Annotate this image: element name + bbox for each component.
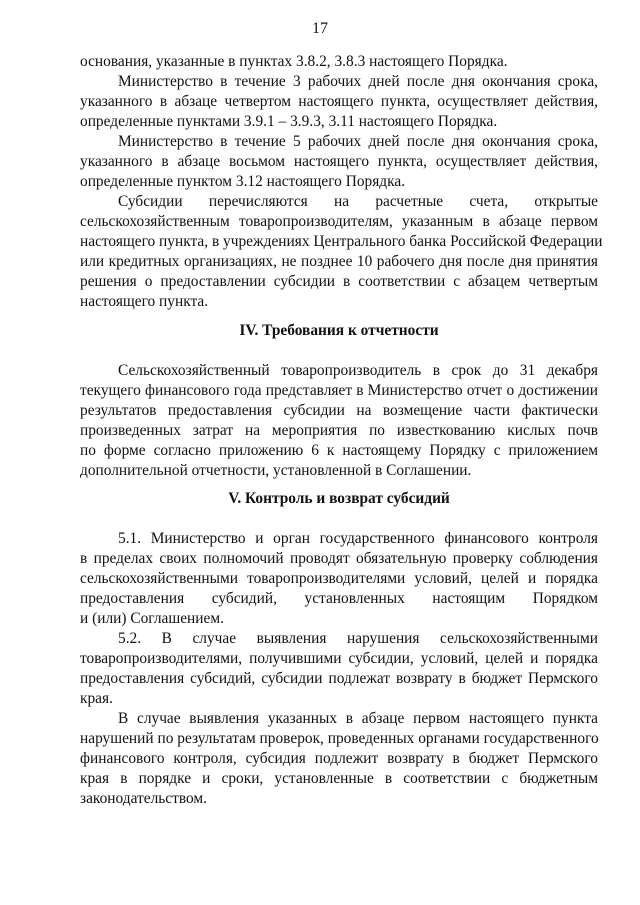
text-line: предоставления субсидий, субсидии подлежат возврату в бюджет Пермского xyxy=(80,670,598,687)
text-line: результатов предоставления субсидии на возмещение части фактически xyxy=(80,402,598,419)
text-line: определенные пунктом 3.12 настоящего Порядка. xyxy=(80,173,406,190)
page-number: 17 xyxy=(312,20,328,37)
text-line: настоящего пункта. xyxy=(80,293,209,310)
text-line: определенные пунктами 3.9.1 – 3.9.3, 3.11 настоящего Порядка. xyxy=(80,113,498,130)
text-line: Субсидии перечисляются на расчетные счета, открытые xyxy=(118,193,598,210)
section-heading: IV. Требования к отчетности xyxy=(239,322,439,339)
text-line: настоящего пункта, в учреждениях Центрального банка Российской Федерации xyxy=(80,233,603,250)
text-line: предоставления субсидий, установленных настоящим Порядком xyxy=(80,590,598,607)
text-line: В случае выявления указанных в абзаце первом настоящего пункта xyxy=(118,710,598,727)
text-line: нарушений по результатам проверок, проведенных органами государственного xyxy=(80,730,599,747)
text-line: Сельскохозяйственный товаропроизводитель в срок до 31 декабря xyxy=(118,362,598,379)
text-line: Министерство в течение 5 рабочих дней после дня окончания срока, xyxy=(118,133,598,150)
text-line: законодательством. xyxy=(80,790,208,807)
text-line: указанного в абзаце восьмом настоящего пункта, осуществляет действия, xyxy=(80,153,598,170)
text-line: сельскохозяйственными товаропроизводителями условий, целей и порядка xyxy=(80,570,598,587)
text-line: края в порядке и сроки, установленные в соответствии с бюджетным xyxy=(80,770,598,787)
text-line: и (или) Соглашением. xyxy=(80,610,224,627)
text-line: указанного в абзаце четвертом настоящего пункта, осуществляет действия, xyxy=(80,93,598,110)
text-line: края. xyxy=(80,690,113,707)
text-line: или кредитных организациях, не позднее 10 рабочего дня после дня принятия xyxy=(80,253,598,270)
section-heading: V. Контроль и возврат субсидий xyxy=(228,490,450,507)
text-line: товаропроизводителями, получившими субсидии, условий, целей и порядка xyxy=(80,650,598,667)
text-line: по форме согласно приложению 6 к настоящему Порядку с приложением xyxy=(80,442,598,459)
text-line: произведенных затрат на мероприятия по известкованию кислых почв xyxy=(80,422,598,439)
text-line: в пределах своих полномочий проводят обязательную проверку соблюдения xyxy=(80,550,598,567)
text-line: 5.2. В случае выявления нарушения сельскохозяйственными xyxy=(118,630,598,647)
text-line: текущего финансового года представляет в Министерство отчет о достижении xyxy=(80,382,598,399)
text-line: финансового контроля, субсидия подлежит возврату в бюджет Пермского xyxy=(80,750,598,767)
text-line: основания, указанные в пунктах 3.8.2, 3.8.3 настоящего Порядка. xyxy=(80,53,508,70)
text-line: сельскохозяйственным товаропроизводителям, указанным в абзаце первом xyxy=(80,213,598,230)
text-line: дополнительной отчетности, установленной в Соглашении. xyxy=(80,462,472,479)
text-line: решения о предоставлении субсидии в соответствии с абзацем четвертым xyxy=(80,273,598,290)
text-line: 5.1. Министерство и орган государственного финансового контроля xyxy=(118,530,598,547)
text-line: Министерство в течение 3 рабочих дней после дня окончания срока, xyxy=(118,73,598,90)
